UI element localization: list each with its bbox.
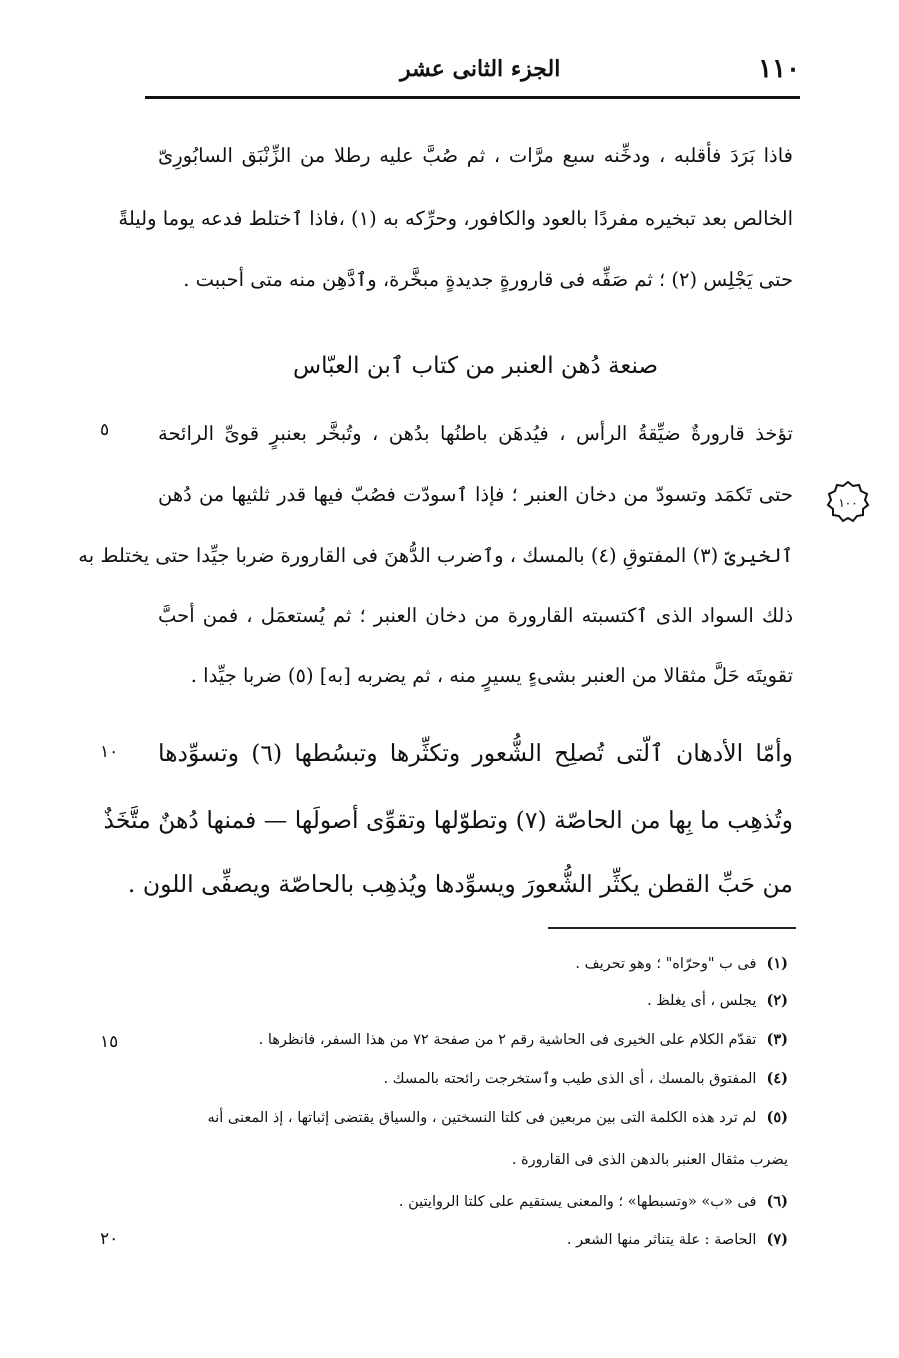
section-heading: صنعة دُهن العنبر من كتاب ٱبن العبّاس: [293, 353, 658, 379]
footnote-number: (٧): [766, 1231, 788, 1248]
header-rule: [145, 96, 800, 99]
footnote-number: (٥): [766, 1109, 788, 1126]
stamp-number: ١٠٠: [838, 496, 858, 510]
text-line: وتُذهِب ما بِها من الحاصّة (٧) وتطوّلها وتقوِّى أصولَها — فمنها دُهنٌ متَّخَذٌ: [103, 806, 793, 834]
line-number-10: ١٠: [100, 742, 119, 762]
footnote-number: (١): [766, 955, 788, 972]
text-line: تؤخذ قارورةٌ ضيِّقةُ الرأس ، فيُدهَن باطنُها بدُهن ، وتُبخَّر بعنبرٍ قوىِّ الرائحة: [158, 422, 793, 445]
page-reference-stamp: [826, 480, 870, 524]
footnote: [160, 1068, 788, 1090]
footnote: [160, 990, 788, 1012]
text-line: حتى يَجْلِس (٢) ؛ ثم صَفِّه فى قارورةٍ جديدةٍ مبخَّرة، وٱدَّهِن منه متى أحببت .: [183, 268, 793, 291]
footnote: [160, 1029, 788, 1051]
text-line: ذلك السواد الذى ٱكتسبته القارورة من دخان العنبر ؛ ثم يُستعمَل ، فمن أحبَّ: [158, 604, 793, 627]
footnote-number: (٤): [766, 1070, 788, 1087]
footnote-text: المفتوق بالمسك ، أى الذى طيب وٱستخرجت رائحته بالمسك .: [383, 1071, 757, 1087]
line-number-20: ٢٠: [100, 1229, 119, 1249]
footnote-text: فى «ب» «وتسبطها» ؛ والمعنى يستقيم على كلتا الروايتين .: [398, 1194, 757, 1210]
text-line: ٱلخيرىّ (٣) المفتوقِ (٤) بالمسك ، وٱضرب الدُّهنَ فى القارورة ضربا جيِّدا حتى يختلط به: [78, 544, 793, 567]
footnote-text: الحاصة : علة يتناثر منها الشعر .: [566, 1232, 757, 1248]
footnote-rule: [548, 927, 796, 929]
footnote-text: تقدّم الكلام على الخيرى فى الحاشية رقم ٢ من صفحة ٧٢ من هذا السفر، فانظرها .: [258, 1032, 757, 1048]
text-line: حتى تَكمَد وتسودّ من دخان العنبر ؛ فإذا ٱسودّت فصُبّ فيها قدر ثلثيها من دُهن: [158, 483, 793, 506]
footnote-text: يجلس ، أى يغلظ .: [647, 993, 757, 1009]
line-number-15: ١٥: [100, 1032, 119, 1052]
line-number-5: ٥: [100, 420, 110, 440]
page-number: ١١٠: [758, 54, 800, 84]
footnote: [160, 1107, 788, 1129]
text-line: وأمّا الأدهان ٱلّتى تُصلِح الشُّعور وتكثِّرها وتبسُطها (٦) وتسوِّدها: [158, 739, 793, 767]
footnote-text: يضرب مثقال العنبر بالدهن الذى فى القارورة .: [511, 1152, 788, 1168]
page-header: [145, 52, 800, 98]
text-line: الخالص بعد تبخيره مفردًا بالعود والكافور، وحرِّكه به (١) ،فاذا ٱختلط فدعه يوما وليلةً: [118, 207, 793, 230]
footnote-text: لم ترد هذه الكلمة التى بين مربعين فى كلتا النسختين ، والسياق يقتضى إثباتها ، إذ المعنى أنه: [207, 1110, 757, 1126]
footnote: [160, 953, 788, 975]
text-line: من حَبِّ القطن يكثِّر الشُّعورَ ويسوِّدها ويُذهِب بالحاصّة ويصفِّى اللون .: [127, 870, 793, 898]
footnote-number: (٦): [766, 1193, 788, 1210]
footnote-continuation: [160, 1149, 788, 1171]
footnote-number: (٣): [766, 1031, 788, 1048]
running-title: الجزء الثانى عشر: [400, 56, 561, 82]
footnote: [160, 1229, 788, 1251]
text-line: فاذا بَرَدَ فأقلبه ، ودخِّنه سبع مرَّات ، ثم صُبَّ عليه رطلا من الزِّنْبَق السابُورِىّ: [158, 144, 793, 167]
footnote-text: فى ب "وحرّاه" ؛ وهو تحريف .: [575, 956, 757, 972]
footnote-number: (٢): [766, 992, 788, 1009]
footnote: [160, 1191, 788, 1213]
text-line: تقويتَه حَلَّ مثقالا من العنبر بشىءٍ يسيرٍ منه ، ثم يضربه [به] (٥) ضربا جيِّدا .: [190, 664, 793, 687]
